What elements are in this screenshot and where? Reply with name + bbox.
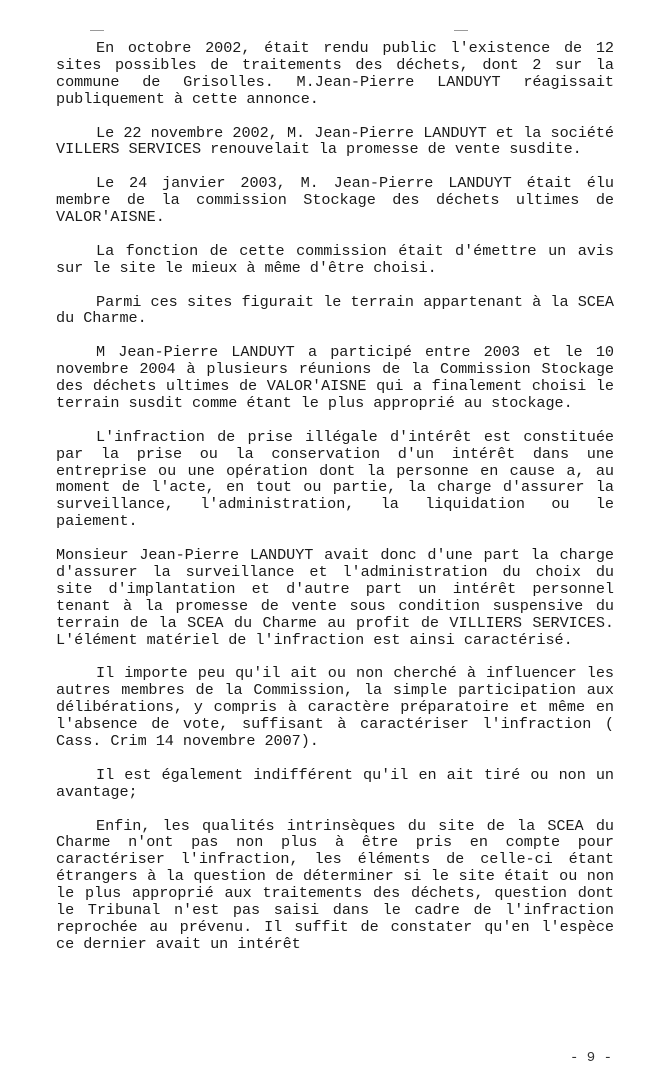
paragraph: En octobre 2002, était rendu public l'existence de 12 sites possibles de traitements des déchets, dont 2 sur la commune de Grisolles. M.Jean-Pierre LANDUYT réagissait publiquement à cette annonce. — [56, 39, 614, 108]
paragraph: L'infraction de prise illégale d'intérêt est constituée par la prise ou la conservation d'un intérêt dans une entreprise ou une opération dont la personne en cause a, au moment de l'acte, en tout ou partie, la charge d'assurer la surveillance, l'administration, la liquidation ou le paiement. — [56, 427, 614, 531]
paragraph: Il est également indifférent qu'il en ait tiré ou non un avantage; — [56, 765, 614, 801]
document-body — [56, 40, 614, 953]
paragraph: M Jean-Pierre LANDUYT a participé entre 2003 et le 10 novembre 2004 à plusieurs réunions de la Commission Stockage des déchets ultimes de VALOR'AISNE qui a finalement choisi le terrain susdit comme étant le plus approprié au stockage. — [56, 343, 614, 412]
paragraph: Parmi ces sites figurait le terrain appartenant à la SCEA du Charme. — [56, 292, 614, 328]
paragraph: Monsieur Jean-Pierre LANDUYT avait donc d'une part la charge d'assurer la surveillance et l'administration du choix du site d'implantation et d'autre part un intérêt personnel tenant à la promesse de vente sous condition suspensive du terrain de la SCEA du Charme au profit de VILLIERS SERVICES. L'élément matériel de l'infraction est ainsi caractérisé. — [56, 546, 614, 649]
paragraph: Enfin, les qualités intrinsèques du site de la SCEA du Charme n'ont pas non plus à être pris en compte pour caractériser l'infraction, les éléments de celle-ci étant étrangers à la question de déterminer si le site était ou non le plus approprié aux traitements des déchets, question dont le Tribunal n'est pas saisi dans le cadre de l'infraction reprochée au prévenu. Il suffit de constater qu'en l'espèce ce dernier avait un intérêt — [56, 816, 614, 953]
paragraph: Il importe peu qu'il ait ou non cherché à influencer les autres membres de la Commission, la simple participation aux délibérations, y compris à caractère préparatoire et même en l'absence de vote, suffisant à caractériser l'infraction ( Cass. Crim 14 novembre 2007). — [56, 664, 614, 751]
paragraph: Le 22 novembre 2002, M. Jean-Pierre LANDUYT et la société VILLERS SERVICES renouvelait la promesse de vente susdite. — [56, 123, 614, 159]
paragraph: La fonction de cette commission était d'émettre un avis sur le site le mieux à même d'être choisi. — [56, 241, 614, 277]
scan-mark — [454, 30, 468, 31]
scan-mark — [90, 30, 104, 31]
paragraph: Le 24 janvier 2003, M. Jean-Pierre LANDUYT était élu membre de la commission Stockage des déchets ultimes de VALOR'AISNE. — [56, 174, 614, 227]
page-number: - 9 - — [569, 1050, 612, 1066]
